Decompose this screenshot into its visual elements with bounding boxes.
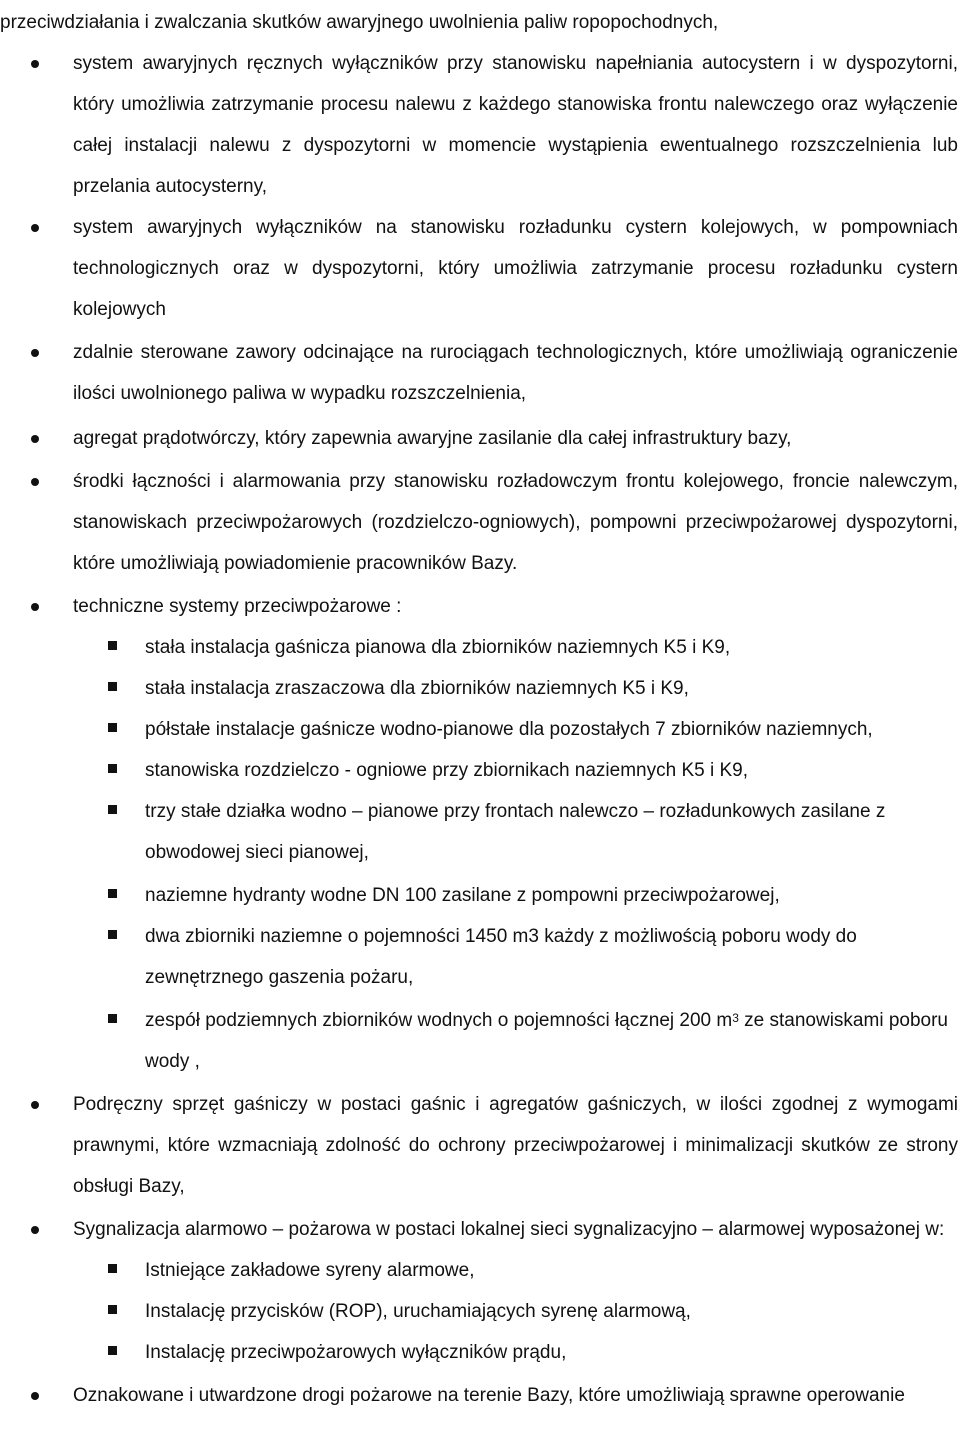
intro-line: przeciwdziałania i zwalczania skutków awaryjnego uwolnienia paliw ropopochodnych, bbox=[0, 12, 719, 33]
list-item-text: zdalnie sterowane zawory odcinające na rurociągach technologicznych, które umożliwiają ograniczenie ilości uwolnionego paliwa w wypadku rozszczelnienia, bbox=[73, 342, 958, 404]
sublist-item bbox=[73, 916, 958, 998]
square-bullet-icon bbox=[108, 1264, 117, 1273]
square-bullet-icon bbox=[108, 1014, 117, 1023]
sublist-item-text: trzy stałe działka wodno – pianowe przy frontach nalewczo – rozładunkowych zasilane z obwodowej sieci pianowej, bbox=[145, 801, 886, 863]
sublist-item-text: Istniejące zakładowe syreny alarmowe, bbox=[145, 1260, 475, 1281]
superscript-3: 3 bbox=[732, 1011, 739, 1025]
list-item-text: środki łączności i alarmowania przy stanowisku rozładowczym frontu kolejowego, froncie nalewczym, stanowiskach przeciwpożarowych (rozdzielczo-ogniowych), pompowni przeciwpożarowej dyspozytorni, które umożliwiają powiadomienie pracowników Bazy. bbox=[73, 471, 958, 574]
sublist-item bbox=[73, 791, 958, 873]
list-item bbox=[0, 418, 958, 459]
list-item bbox=[0, 1084, 958, 1207]
square-bullet-icon bbox=[108, 889, 117, 898]
square-bullet-icon bbox=[108, 682, 117, 691]
square-bullet-icon bbox=[108, 764, 117, 773]
square-bullet-icon bbox=[108, 641, 117, 650]
bullet-dot-icon bbox=[31, 60, 39, 68]
sublist-item bbox=[73, 627, 958, 668]
sublist-item-text: stała instalacja gaśnicza pianowa dla zbiorników naziemnych K5 i K9, bbox=[145, 637, 731, 658]
sublist-item bbox=[73, 1291, 958, 1332]
bullet-dot-icon bbox=[31, 603, 39, 611]
list-item bbox=[0, 43, 958, 207]
sublist-item-text: zespół podziemnych zbiorników wodnych o pojemności łącznej 200 m bbox=[145, 1010, 733, 1031]
list-item-text: Sygnalizacja alarmowo – pożarowa w postaci lokalnej sieci sygnalizacyjno – alarmowej wyposażonej w: bbox=[73, 1219, 945, 1240]
sublist-item-text-end: ze stanowiskami poboru wody , bbox=[145, 1010, 948, 1072]
sublist-item bbox=[73, 1000, 958, 1082]
sublist-item-text: dwa zbiorniki naziemne o pojemności 1450 m3 każdy z możliwością poboru wody do zewnętrznego gaszenia pożaru, bbox=[145, 926, 857, 988]
sublist-item bbox=[73, 1250, 958, 1291]
sublist-item-text: stała instalacja zraszaczowa dla zbiorników naziemnych K5 i K9, bbox=[145, 678, 689, 699]
bullet-dot-icon bbox=[31, 478, 39, 486]
bullet-dot-icon bbox=[31, 435, 39, 443]
list-item-text: techniczne systemy przeciwpożarowe : bbox=[73, 596, 402, 617]
sublist-item bbox=[73, 750, 958, 791]
list-item bbox=[0, 1375, 958, 1416]
list-item bbox=[0, 461, 958, 584]
sublist-item-text: Instalację przycisków (ROP), uruchamiających syrenę alarmową, bbox=[145, 1301, 691, 1322]
bullet-dot-icon bbox=[31, 1101, 39, 1109]
square-bullet-icon bbox=[108, 1305, 117, 1314]
square-bullet-icon bbox=[108, 1346, 117, 1355]
list-item-text: system awaryjnych ręcznych wyłączników przy stanowisku napełniania autocystern i w dyspozytorni, który umożliwia zatrzymanie procesu nalewu z każdego stanowiska frontu nalewczego oraz wyłączenie całej instalacji nalewu z dyspozytorni w momencie wystąpienia ewentualnego rozszczelnienia lub przelania autocysterny, bbox=[73, 53, 958, 197]
bullet-dot-icon bbox=[31, 1226, 39, 1234]
fire-systems-sublist bbox=[73, 627, 958, 1082]
sublist-item-text: stanowiska rozdzielczo - ogniowe przy zbiornikach naziemnych K5 i K9, bbox=[145, 760, 748, 781]
sublist-item-text: Instalację przeciwpożarowych wyłączników prądu, bbox=[145, 1342, 567, 1363]
bullet-dot-icon bbox=[31, 1392, 39, 1400]
sublist-item bbox=[73, 709, 958, 750]
list-item bbox=[0, 1209, 958, 1373]
list-item bbox=[0, 207, 958, 330]
sublist-item-text: półstałe instalacje gaśnicze wodno-pianowe dla pozostałych 7 zbiorników naziemnych, bbox=[145, 719, 873, 740]
sublist-item bbox=[73, 875, 958, 916]
square-bullet-icon bbox=[108, 805, 117, 814]
alarm-sublist bbox=[73, 1250, 958, 1373]
sublist-item-text: naziemne hydranty wodne DN 100 zasilane z pompowni przeciwpożarowej, bbox=[145, 885, 780, 906]
list-item-text: Podręczny sprzęt gaśniczy w postaci gaśnic i agregatów gaśniczych, w ilości zgodnej z wymogami prawnymi, które wzmacniają zdolność do ochrony przeciwpożarowej i minimalizacji skutków ze strony obsługi Bazy, bbox=[73, 1094, 958, 1197]
square-bullet-icon bbox=[108, 723, 117, 732]
list-item-text: system awaryjnych wyłączników na stanowisku rozładunku cystern kolejowych, w pompowniach technologicznych oraz w dyspozytorni, który umożliwia zatrzymanie procesu rozładunku cystern kolejowych bbox=[73, 217, 958, 320]
list-item-text: agregat prądotwórczy, który zapewnia awaryjne zasilanie dla całej infrastruktury bazy, bbox=[73, 428, 792, 449]
list-item-text: Oznakowane i utwardzone drogi pożarowe na terenie Bazy, które umożliwiają sprawne operowanie bbox=[73, 1385, 905, 1406]
bullet-dot-icon bbox=[31, 224, 39, 232]
list-item bbox=[0, 586, 958, 1082]
sublist-item bbox=[73, 668, 958, 709]
list-item bbox=[0, 332, 958, 414]
bullet-dot-icon bbox=[31, 349, 39, 357]
sublist-item bbox=[73, 1332, 958, 1373]
safety-measures-list bbox=[0, 43, 958, 1416]
square-bullet-icon bbox=[108, 930, 117, 939]
